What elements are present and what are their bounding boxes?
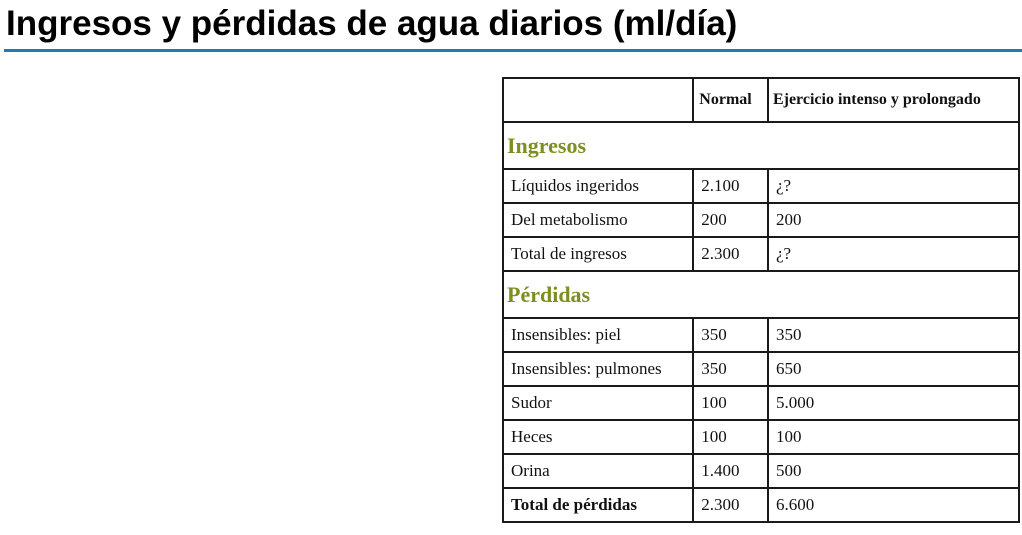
- row-label: Líquidos ingeridos: [503, 169, 693, 203]
- exercise-value: 500: [768, 454, 1019, 488]
- table-header-row: [503, 78, 1019, 122]
- normal-value: 2.300: [693, 488, 768, 522]
- section-label: Pérdidas: [503, 271, 1019, 318]
- exercise-value: 100: [768, 420, 1019, 454]
- row-label: Insensibles: pulmones: [503, 352, 693, 386]
- page-title: Ingresos y pérdidas de agua diarios (ml/día): [6, 4, 738, 43]
- row-label: Orina: [503, 454, 693, 488]
- header-exercise: Ejercicio intenso y prolongado: [768, 78, 1019, 122]
- row-label: Heces: [503, 420, 693, 454]
- exercise-value: 350: [768, 318, 1019, 352]
- header-normal: Normal: [693, 78, 768, 122]
- normal-value: 350: [693, 352, 768, 386]
- section-row-perdidas: [503, 271, 1019, 318]
- exercise-value: 200: [768, 203, 1019, 237]
- table-row: [503, 237, 1019, 271]
- exercise-value: ¿?: [768, 237, 1019, 271]
- table-row: [503, 420, 1019, 454]
- normal-value: 200: [693, 203, 768, 237]
- table-row: [503, 169, 1019, 203]
- table-row: [503, 318, 1019, 352]
- exercise-value: 6.600: [768, 488, 1019, 522]
- normal-value: 1.400: [693, 454, 768, 488]
- title-divider: [4, 49, 1022, 52]
- normal-value: 100: [693, 386, 768, 420]
- table-row: [503, 352, 1019, 386]
- exercise-value: 650: [768, 352, 1019, 386]
- row-label: Total de ingresos: [503, 237, 693, 271]
- exercise-value: 5.000: [768, 386, 1019, 420]
- normal-value: 100: [693, 420, 768, 454]
- row-label: Sudor: [503, 386, 693, 420]
- table-row: [503, 386, 1019, 420]
- exercise-value: ¿?: [768, 169, 1019, 203]
- table-row: [503, 203, 1019, 237]
- section-label: Ingresos: [503, 122, 1019, 169]
- section-row-ingresos: [503, 122, 1019, 169]
- row-label: Total de pérdidas: [503, 488, 693, 522]
- header-empty-cell: [503, 78, 693, 122]
- table-row: [503, 454, 1019, 488]
- table-row: [503, 488, 1019, 522]
- normal-value: 2.100: [693, 169, 768, 203]
- row-label: Insensibles: piel: [503, 318, 693, 352]
- normal-value: 350: [693, 318, 768, 352]
- water-balance-table: [502, 77, 1020, 523]
- normal-value: 2.300: [693, 237, 768, 271]
- row-label: Del metabolismo: [503, 203, 693, 237]
